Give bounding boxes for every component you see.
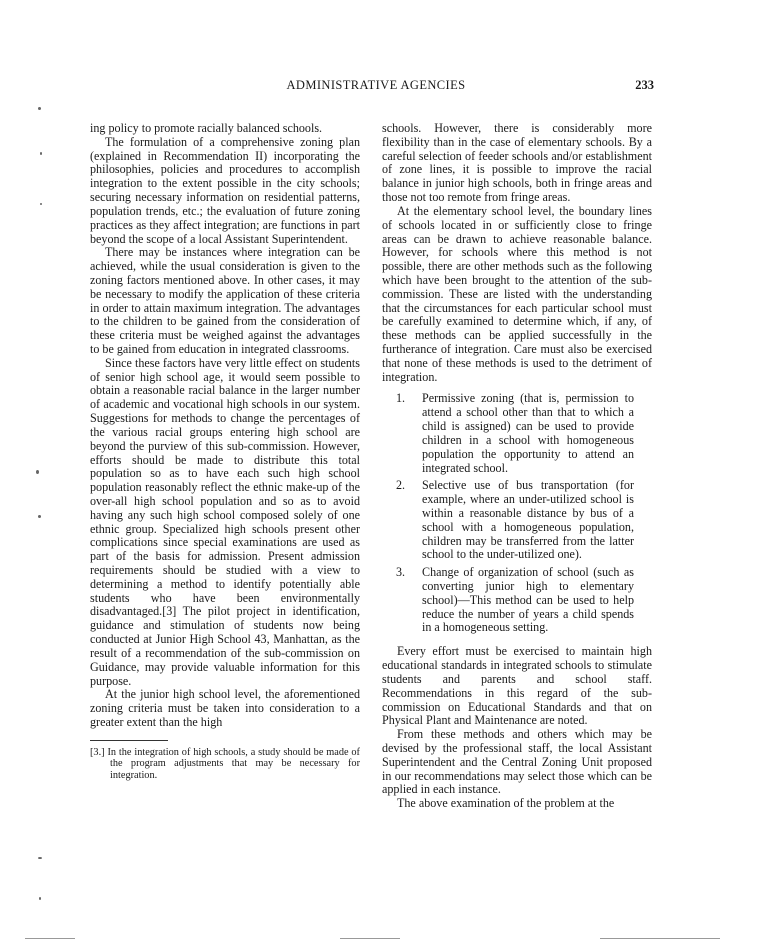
list-item-number: 3. xyxy=(396,565,406,580)
list-item-text: Selective use of bus transportation (for example, where an under-utilized school is within a reasonable distance by bus of a school with a homogeneous population, children may be transferred from the latter school to the under-utilized one). xyxy=(422,478,634,562)
left-column xyxy=(90,122,360,782)
paragraph: ing policy to promote racially balanced schools. xyxy=(90,121,323,135)
list-item xyxy=(382,479,652,562)
paragraph: The above examination of the problem at the xyxy=(397,796,615,811)
list-item-number: 1. xyxy=(396,391,406,406)
page-number: 233 xyxy=(635,78,654,92)
methods-list xyxy=(382,392,652,635)
scan-speck xyxy=(38,857,42,859)
paragraph: From these methods and others which may be devised by the professional staff, the local Assistant Superintendent and the Central Zoning Unit proposed in our recommendations may select those which can be applied in each instance. xyxy=(382,727,652,797)
page-header xyxy=(90,78,662,98)
paragraph: Every effort must be exercised to maintain high educational standards in integrated schools to stimulate students and parents and school staff. Recommendations in this regard of the sub-commission on Educational Standards and that on Physical Plant and Maintenance are noted. xyxy=(382,644,652,728)
paragraph: At the elementary school level, the boundary lines of schools located in or sufficiently close to fringe areas can be drawn to achieve reasonable balance. However, for schools where this method is not possible, there are other methods such as the following which have been brought to the attention of the sub-commission. These are listed with the understanding that the circumstances for each particular school must be carefully examined to determine which, if any, of these methods can be applied successfully in the furtherance of integration. Care must also be exercised that none of these methods is used to the detriment of integration. xyxy=(382,203,652,384)
list-item xyxy=(382,566,652,635)
paragraph: Since these factors have very little effect on students of senior high school age, it would seem possible to obtain a reasonable racial balance in the larger number of academic and vocational high schools in our system. Suggestions for methods to change the percentages of the various racial groups entering high school are beyond the purview of this sub-commission. However, efforts should be made to distribute this total population so as to have each such high school population reasonably reflect the ethnic make-up of the over-all high school population and so as to avoid having any such high school composed solely of one ethnic group. Specialized high schools present other complications since special examinations are used as part of the basis for admission. Present admission requirements should be studied with a view to determining a method to identify potentially able students who have been environmentally disadvantaged.[3] The pilot project in identification, guidance and stimulation of students now being conducted at Junior High School 43, Manhattan, as the result of a recommendation of the sub-commission on Guidance, may provide valuable information for this purpose. xyxy=(90,355,360,688)
paragraph: The formulation of a comprehensive zoning plan (explained in Recommendation II) incorporating the philosophies, policies and procedures to accomplish integration to the extent possible in the city schools; securing necessary information on residential patterns, population trends, etc.; the evaluation of future zoning practices as they affect integration; are functions in part beyond the scope of a local Assistant Superintendent. xyxy=(90,134,360,246)
paragraph: At the junior high school level, the aforementioned zoning criteria must be taken into consideration to a greater extent than the high xyxy=(90,687,360,729)
list-item xyxy=(382,392,652,475)
scan-edge-line xyxy=(600,938,720,939)
paragraph: There may be instances where integration can be achieved, while the usual consideration is given to the zoning factors mentioned above. In other cases, it may be necessary to modify the application of these criteria in order to attain maximum integration. The advantages to the children to be gained from the consideration of these criteria must be weighed against the advantages to be gained from education in integrated classrooms. xyxy=(90,245,360,356)
scan-speck xyxy=(38,515,41,518)
scan-speck xyxy=(36,470,39,474)
scan-edge-line xyxy=(25,938,75,939)
footnote: [3.] In the integration of high schools, a study should be made of the program adjustments that may be necessary for integration. xyxy=(90,746,360,781)
list-item-text: Change of organization of school (such as converting junior high to elementary school)—This method can be used to help reduce the number of years a child spends in a homogeneous setting. xyxy=(422,565,634,635)
scan-speck xyxy=(38,107,41,110)
scan-speck xyxy=(40,152,42,155)
list-item-text: Permissive zoning (that is, permission to attend a school other than that to which a child is assigned) can be used to provide children in a school with homogeneous population the opportunity to attend an integrated school. xyxy=(422,391,634,475)
list-item-number: 2. xyxy=(396,478,406,493)
scan-speck xyxy=(40,203,42,205)
scan-edge-line xyxy=(340,938,400,939)
scan-speck xyxy=(39,897,41,900)
right-column xyxy=(382,122,652,811)
paragraph: schools. However, there is considerably more flexibility than in the case of elementary schools. By a careful selection of feeder schools and/or establishment of zone lines, it is possible to improve the racial balance in junior high schools, both in fringe areas and those not too remote from fringe areas. xyxy=(382,121,652,205)
running-head: ADMINISTRATIVE AGENCIES xyxy=(286,78,466,92)
footnote-rule xyxy=(90,740,168,741)
